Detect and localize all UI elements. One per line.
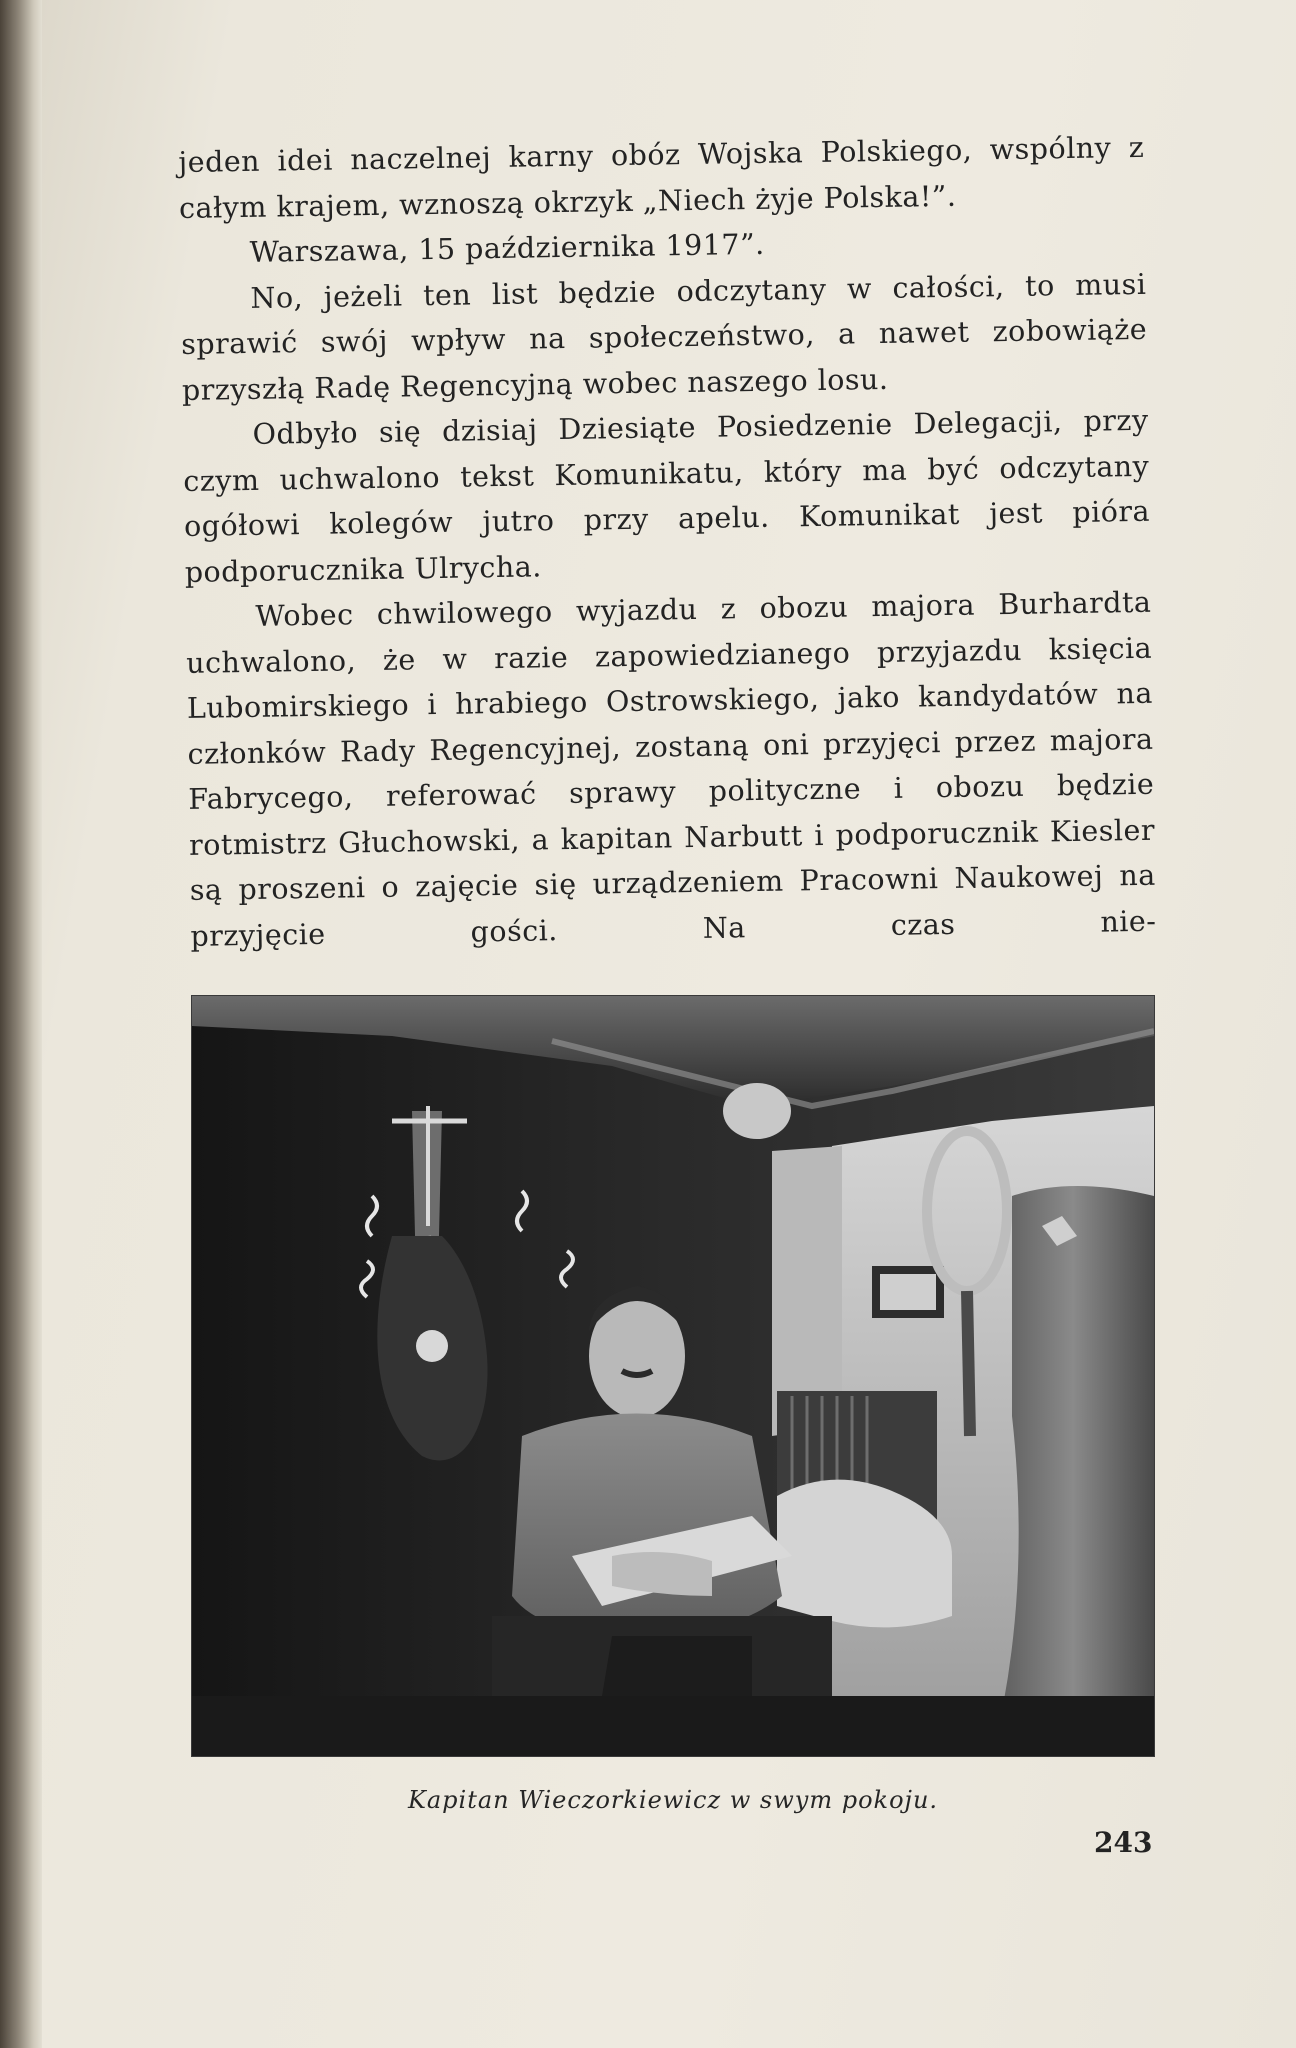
paragraph: No, jeżeli ten list będzie odczytany w całości, to musi sprawić swój wpływ na społeczeństwo, a nawet zobowiąże przyszłą Radę Regencyjną wobec naszego losu. <box>180 267 1148 407</box>
book-spine <box>0 0 42 2048</box>
photograph <box>192 996 1154 1756</box>
photo-caption: Kapitan Wieczorkiewicz w swym pokoju. <box>407 1786 939 1814</box>
paragraph: Odbyło się dzisiaj Dziesiąte Posiedzenie Delegacji, przy czym uchwalono tekst Komunikatu, który ma być odczytany ogółowi kolegów jutro przy apelu. Komunikat jest pióra podporucznika Ulrycha. <box>183 403 1151 589</box>
book-page <box>42 0 1296 2048</box>
body-text <box>178 125 1157 959</box>
paragraph-date-line: Warszawa, 15 października 1917”. <box>249 227 765 269</box>
page-number: 243 <box>1094 1826 1153 1859</box>
paragraph-continuation: jeden idei naczelnej karny obóz Wojska Polskiego, wspólny z całym krajem, wznoszą okrzyk „Niech żyje Polska!”. <box>178 130 1145 225</box>
paragraph: Wobec chwilowego wyjazdu z obozu majora Burhardta uchwalono, że w razie zapowiedzianego przyjazdu księcia Lubomirskiego i hrabiego Ostrowskiego, jako kandydatów na członków Rady Regencyjnej, zostaną oni przyjęci przez majora Fabrycego, referować sprawy polityczne i obozu będzie rotmistrz Głuchowski, a kapitan Narbutt i podporucznik Kiesler są proszeni o zajęcie się urządzeniem Pracowni Naukowej na przyjęcie gości. Na czas nie- <box>185 585 1157 953</box>
